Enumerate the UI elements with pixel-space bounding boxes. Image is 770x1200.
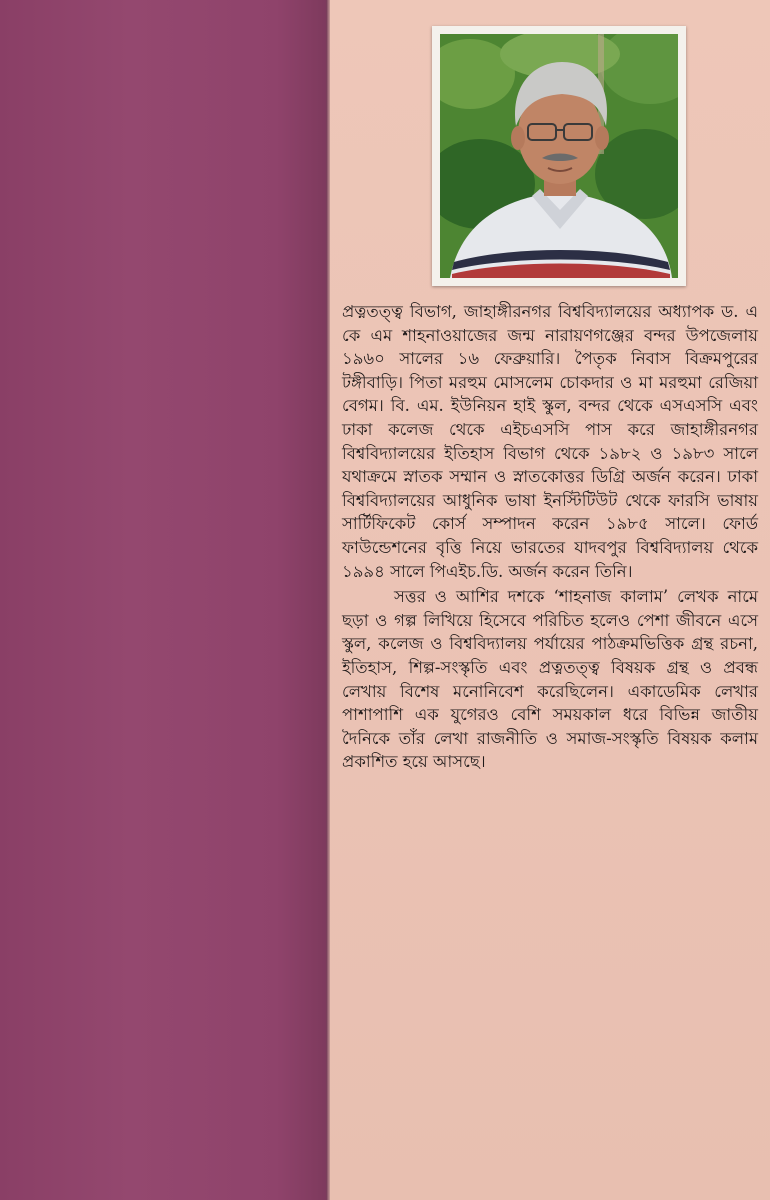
cover-spine <box>0 0 326 1200</box>
author-portrait-illustration <box>440 34 678 278</box>
biography-paragraph-1: প্রত্নতত্ত্ব বিভাগ, জাহাঙ্গীরনগর বিশ্ববিদ্যালয়ের অধ্যাপক ড. এ কে এম শাহনাওয়াজের জন্ম নারায়ণগঞ্জের বন্দর উপজেলায় ১৯৬০ সালের ১৬ ফেব্রুয়ারি। পৈতৃক নিবাস বিক্রমপুরের টঙ্গীবাড়ি। পিতা মরহুম মোসলেম চোকদার ও মা মরহুমা রেজিয়া বেগম। বি. এম. ইউনিয়ন হাই স্কুল, বন্দর থেকে এসএসসি এবং ঢাকা কলেজ থেকে এইচএসসি পাস করে জাহাঙ্গীরনগর বিশ্ববিদ্যালয়ের ইতিহাস বিভাগ থেকে ১৯৮২ ও ১৯৮৩ সালে যথাক্রমে স্নাতক সম্মান ও স্নাতকোত্তর ডিগ্রি অর্জন করেন। ঢাকা বিশ্ববিদ্যালয়ের আধুনিক ভাষা ইনস্টিটিউট থেকে ফারসি ভাষায় সার্টিফিকেট কোর্স সম্পাদন করেন ১৯৮৫ সালে। ফোর্ড ফাউন্ডেশনের বৃত্তি নিয়ে ভারতের যাদবপুর বিশ্ববিদ্যালয় থেকে ১৯৯৪ সালে পিএইচ.ডি. অর্জন করেন তিনি। <box>342 302 758 581</box>
author-photo-frame <box>432 26 686 286</box>
author-biography <box>342 300 758 774</box>
author-photo <box>440 34 678 278</box>
biography-paragraph-2: সত্তর ও আশির দশকে ‘শাহনাজ কালাম’ লেখক নামে ছড়া ও গল্প লিখিয়ে হিসেবে পরিচিত হলেও পেশা জীবনে এসে স্কুল, কলেজ ও বিশ্ববিদ্যালয় পর্যায়ের পাঠক্রমভিত্তিক গ্রন্থ রচনা, ইতিহাস, শিল্প-সংস্কৃতি এবং প্রত্নতত্ত্ব বিষয়ক গ্রন্থ ও প্রবন্ধ লেখায় বিশেষ মনোনিবেশ করেছিলেন। একাডেমিক লেখার পাশাপাশি এক যুগেরও বেশি সময়কাল ধরে বিভিন্ন জাতীয় দৈনিকে তাঁর লেখা রাজনীতি ও সমাজ-সংস্কৃতি বিষয়ক কলাম প্রকাশিত হয়ে আসছে। <box>342 587 758 772</box>
